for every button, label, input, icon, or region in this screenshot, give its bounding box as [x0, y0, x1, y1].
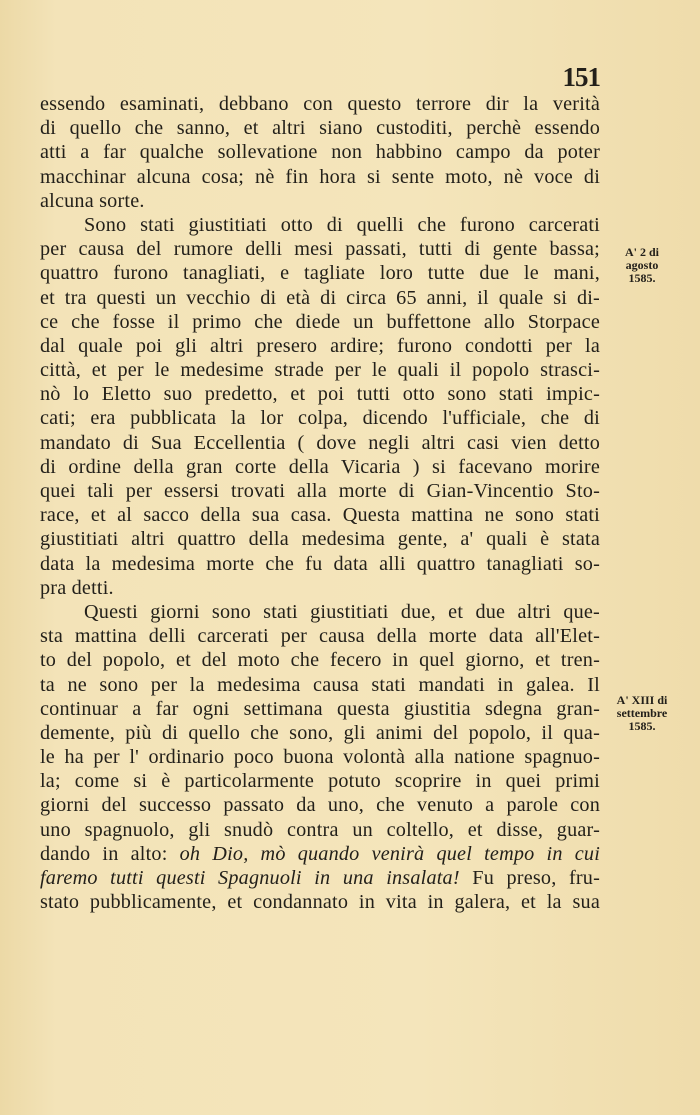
quoted-exclamation: faremo tutti questi Spagnuoli in una insalata!: [40, 867, 460, 889]
text-line-italic: [40, 842, 600, 866]
margin-note-date: [604, 246, 680, 285]
margin-note-line: 1585.: [628, 719, 656, 733]
margin-note-line: agosto: [625, 258, 659, 272]
margin-note-line: settembre: [616, 706, 668, 720]
text-line-italic: [40, 866, 600, 890]
text-line: race, et al sacco della sua casa. Questa mattina ne sono stati: [40, 504, 600, 527]
margin-note-line: A' 2 di: [624, 245, 659, 259]
text-line: to del popolo, et del moto che fecero in quel giorno, et tren-: [40, 649, 600, 672]
text-line: per causa del rumore delli mesi passati, tutti di gente bassa;: [40, 238, 600, 261]
text-line: pra detti.: [40, 576, 114, 599]
text-line: et tra questi un vecchio di età di circa 65 anni, il quale si di-: [40, 286, 600, 309]
quoted-exclamation: oh Dio, mò quando venirà quel tempo in cui: [179, 842, 600, 865]
text-line: macchinar alcuna cosa; nè fin hora si sente moto, nè voce di: [40, 165, 600, 188]
text-line: cati; era pubblicata la lor colpa, dicendo l'ufficiale, che di: [40, 407, 600, 430]
text-line: uno spagnuolo, gli snudò contra un coltello, et disse, guar-: [40, 818, 600, 841]
text-line: ce che fosse il primo che diede un buffettone allo Storpace: [40, 310, 600, 333]
page-number: 151: [562, 62, 600, 92]
margin-note-line: 1585.: [628, 271, 656, 285]
text-line: città, et per le medesime strade per le quali il popolo strasci-: [40, 359, 600, 382]
text-span: dando in alto:: [40, 842, 180, 865]
margin-note-line: A' XIII di: [616, 693, 668, 707]
text-line: demente, più di quello che sono, gli animi del popolo, il qua-: [40, 721, 600, 744]
paragraph-2: [40, 213, 600, 600]
paragraph-3: [40, 600, 600, 914]
text-line: Sono stati giustitiati otto di quelli che furono carcerati: [84, 213, 600, 236]
text-line: giustitiati altri quattro della medesima gente, a' quali è stata: [40, 528, 600, 551]
text-line: stato pubblicamente, et condannato in vita in galera, et la sua: [40, 891, 600, 914]
text-line: giorni del successo passato da uno, che venuto a parole con: [40, 794, 600, 817]
text-line: di quello che sanno, et altri siano custoditi, perchè essendo: [40, 117, 600, 140]
text-line: la; come si è particolarmente potuto scoprire in quei primi: [40, 770, 600, 793]
text-column: [40, 92, 600, 914]
text-line: quattro furono tanagliati, e tagliate loro tutte due le mani,: [40, 262, 600, 285]
text-line: sta mattina delli carcerati per causa della morte data all'Elet-: [40, 625, 600, 648]
text-line: alcuna sorte.: [40, 189, 145, 212]
text-line: atti a far qualche sollevatione non habbino campo da poter: [40, 141, 600, 164]
margin-note-date: [604, 694, 680, 733]
paragraph-1: [40, 92, 600, 213]
text-line: mandato di Sua Eccellentia ( dove negli altri casi vien detto: [40, 431, 600, 454]
text-line: di ordine della gran corte della Vicaria ) si facevano morire: [40, 455, 600, 478]
text-line: essendo esaminati, debbano con questo terrore dir la verità: [40, 93, 600, 115]
text-line: continuar a far ogni settimana questa giustitia sdegna gran-: [40, 697, 600, 720]
text-line: ta ne sono per la medesima causa stati mandati in galea. Il: [40, 673, 600, 696]
text-line: nò lo Eletto suo predetto, et poi tutti otto sono stati impic-: [40, 383, 600, 406]
text-line: Questi giorni sono stati giustitiati due, et due altri que-: [84, 600, 600, 623]
text-span: Fu preso, fru-: [459, 867, 601, 889]
text-line: le ha per l' ordinario poco buona volontà alla natione spagnuo-: [40, 746, 600, 769]
text-line: data la medesima morte che fu data alli quattro tanagliati so-: [40, 552, 600, 575]
text-line: quei tali per essersi trovati alla morte di Gian-Vincentio Sto-: [40, 480, 600, 502]
text-line: dal quale poi gli altri presero ardire; furono condotti per la: [40, 334, 600, 357]
